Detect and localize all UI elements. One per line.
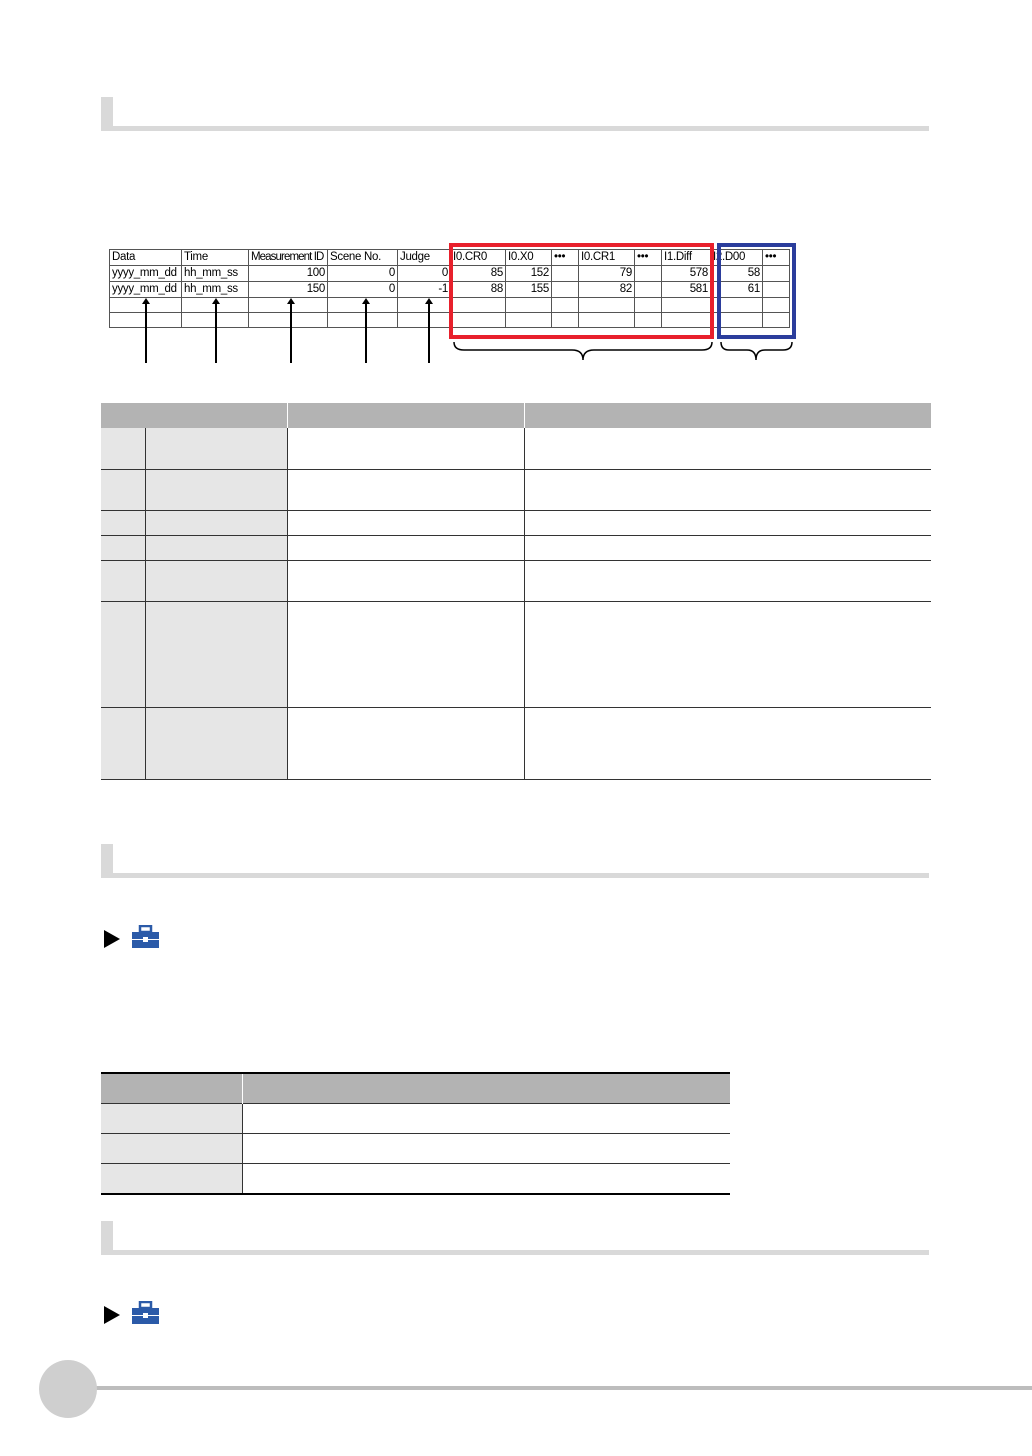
callout-arrow bbox=[215, 303, 217, 363]
sheet-cell: 82 bbox=[579, 282, 635, 298]
sheet-header-cell: I1.Diff bbox=[662, 250, 711, 266]
sheet-cell: 79 bbox=[579, 266, 635, 282]
sheet-cell: 581 bbox=[662, 282, 711, 298]
table-row bbox=[101, 707, 931, 779]
sheet-cell: 0 bbox=[398, 266, 451, 282]
sheet-header-cell: Scene No. bbox=[328, 250, 398, 266]
table-header-row bbox=[101, 1073, 730, 1104]
page-number-badge bbox=[39, 1360, 97, 1418]
callout-arrow bbox=[290, 303, 292, 363]
sheet-header-cell: I0.CR1 bbox=[579, 250, 635, 266]
sheet-header-cell: Data bbox=[110, 250, 182, 266]
table-row bbox=[101, 428, 931, 469]
sheet-header-cell: ••• bbox=[763, 250, 790, 266]
highlight-box-red bbox=[449, 243, 714, 339]
sheet-cell: 155 bbox=[506, 282, 552, 298]
toolbox-icon[interactable] bbox=[131, 925, 160, 949]
sheet-header-cell: ••• bbox=[635, 250, 662, 266]
table-row bbox=[101, 1164, 730, 1195]
footer-rule bbox=[60, 1386, 1032, 1390]
sheet-cell: 0 bbox=[328, 266, 398, 282]
table-row bbox=[101, 601, 931, 707]
sheet-cell: 85 bbox=[451, 266, 506, 282]
sheet-cell: hh_mm_ss bbox=[182, 266, 249, 282]
section-heading-bar-3 bbox=[101, 1221, 929, 1255]
callout-arrow bbox=[365, 303, 367, 363]
sheet-cell: 578 bbox=[662, 266, 711, 282]
callout-arrow bbox=[428, 303, 430, 363]
sheet-header-cell: Measurement ID bbox=[249, 250, 328, 266]
table-row bbox=[101, 1104, 730, 1134]
sheet-cell: 152 bbox=[506, 266, 552, 282]
table-row bbox=[101, 535, 931, 560]
toolbox-icon[interactable] bbox=[131, 1301, 160, 1325]
table-row bbox=[101, 560, 931, 601]
sheet-header-cell: I0.X0 bbox=[506, 250, 552, 266]
sheet-cell: 150 bbox=[249, 282, 328, 298]
sheet-cell: yyyy_mm_dd bbox=[110, 266, 182, 282]
table-header-row bbox=[101, 403, 931, 428]
sheet-cell: 58 bbox=[711, 266, 763, 282]
sheet-cell: hh_mm_ss bbox=[182, 282, 249, 298]
section-heading-bar-1 bbox=[101, 97, 929, 131]
highlight-box-blue bbox=[717, 243, 796, 339]
section-heading-bar-2 bbox=[101, 844, 929, 878]
sheet-header-cell: I2.D00 bbox=[711, 250, 763, 266]
play-triangle-icon bbox=[104, 1306, 120, 1324]
table-row bbox=[101, 510, 931, 535]
sheet-cell: -1 bbox=[398, 282, 451, 298]
sheet-cell: 0 bbox=[328, 282, 398, 298]
sheet-header-cell: Judge bbox=[398, 250, 451, 266]
table-header-cell bbox=[288, 403, 525, 428]
sheet-cell: 100 bbox=[249, 266, 328, 282]
sheet-cell: 88 bbox=[451, 282, 506, 298]
sheet-cell: 61 bbox=[711, 282, 763, 298]
brace-icon bbox=[452, 340, 714, 364]
table-header-cell bbox=[101, 403, 288, 428]
sheet-header-cell: ••• bbox=[552, 250, 579, 266]
sheet-header-cell: Time bbox=[182, 250, 249, 266]
play-triangle-icon bbox=[104, 930, 120, 948]
sheet-cell: yyyy_mm_dd bbox=[110, 282, 182, 298]
brace-icon bbox=[719, 340, 795, 364]
sheet-header-cell: I0.CR0 bbox=[451, 250, 506, 266]
item-description-table bbox=[101, 403, 931, 780]
table-row bbox=[101, 469, 931, 510]
settings-table-1 bbox=[101, 1072, 730, 1195]
table-header-cell bbox=[525, 403, 932, 428]
table-row bbox=[101, 1134, 730, 1164]
callout-arrow bbox=[145, 303, 147, 363]
